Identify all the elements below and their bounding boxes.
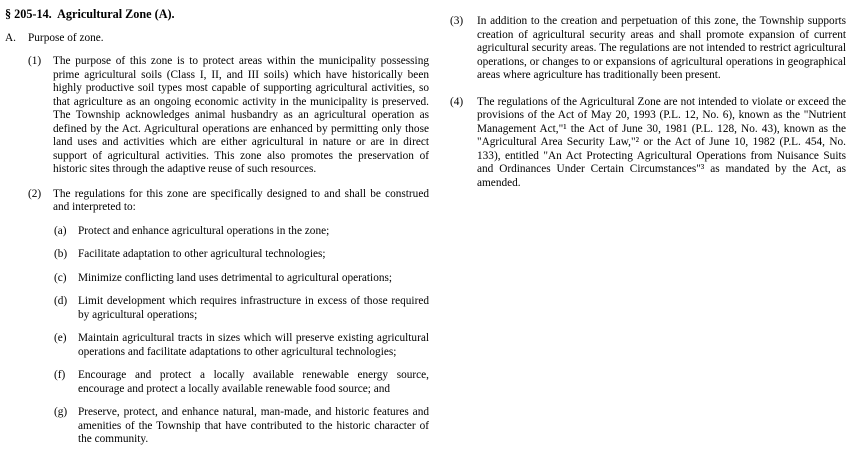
paragraph-2 [28, 188, 429, 215]
paragraph-1 [28, 55, 429, 177]
subitem-c-text: Minimize conflicting land uses detrimental to agricultural operations; [78, 271, 393, 284]
subitem-e [54, 332, 429, 359]
subitem-f-label: (f) [54, 369, 66, 381]
subitem-e-label: (e) [54, 332, 67, 344]
paragraph-1-label: (1) [28, 55, 42, 67]
subitem-g-text: Preserve, protect, and enhance natural, man-made, and historic features and amenities of the Township that have contributed to the historic character of the community. [78, 406, 429, 445]
paragraph-3-text: In addition to the creation and perpetuation of this zone, the Township supports creation of agricultural security areas and shall promote expansion of current agricultural security areas. The regulations are not intended to restrict agricultural operations, or changes to or expansions of agricultural operations in geographical areas where agriculture has traditionally been present. [477, 15, 846, 81]
paragraph-4 [450, 96, 846, 191]
left-column [5, 8, 429, 475]
subitem-a [54, 225, 429, 239]
subitem-b [54, 248, 429, 262]
subitem-c [54, 272, 429, 286]
paragraph-1-text: The purpose of this zone is to protect areas within the municipality possessing prime agricultural soils (Class I, II, and III soils) which have historically been highly productive soil types most capable of supporting agricultural activities, so that agriculture as an ongoing economic activity in the municipality is preserved. The Township acknowledges animal husbandry as an agricultural operation as defined by the Act. Agricultural operations are enhanced by permitting only those land uses and activities which are either agricultural in nature or are in direct support of agricultural activities. This zone also promotes the preservation of historic sites through the adaptive reuse of such resources. [53, 55, 429, 175]
subitem-f-text: Encourage and protect a locally available renewable energy source, encourage and protect a locally available renewable food source; and [78, 369, 429, 395]
subitem-b-text: Facilitate adaptation to other agricultural technologies; [78, 248, 326, 260]
subitem-e-text: Maintain agricultural tracts in sizes which will preserve existing agricultural operations and facilitate adaptations to other agricultural technologies; [78, 332, 429, 358]
subitem-a-text: Protect and enhance agricultural operations in the zone; [78, 224, 330, 237]
subitem-d [54, 295, 429, 322]
paragraph-3 [450, 15, 846, 83]
subitem-d-label: (d) [54, 295, 68, 307]
paragraph-2-label: (2) [28, 187, 42, 200]
subitem-a-label: (a) [54, 224, 67, 237]
right-column [450, 8, 846, 475]
subitem-g-label: (g) [54, 406, 68, 418]
subsection-a-title: Purpose of zone. [28, 31, 104, 44]
subitem-d-text: Limit development which requires infrastructure in excess of those required by agricultural operations; [78, 295, 429, 321]
subitem-f [54, 369, 429, 396]
subitem-b-label: (b) [54, 248, 68, 260]
paragraph-3-label: (3) [450, 15, 464, 27]
paragraph-2-text: The regulations for this zone are specifically designed to and shall be construed and interpreted to: [53, 187, 429, 213]
section-heading: § 205-14. Agricultural Zone (A). [5, 7, 175, 21]
subitem-c-label: (c) [54, 271, 67, 284]
subsection-a-label: A. [5, 31, 16, 44]
subsection-a [5, 32, 429, 46]
subitem-g [54, 406, 429, 447]
paragraph-4-text: The regulations of the Agricultural Zone are not intended to violate or exceed the provisions of the Act of May 20, 1993 (P.L. 12, No. 6), known as the "Nutrient Management Act,"¹ the Act of June 30, 1981 (P.L. 128, No. 43), known as the "Agricultural Area Security Law,"² or the Act of June 10, 1982 (P.L. 454, No. 133), entitled "An Act Protecting Agricultural Operations from Nuisance Suits and Ordinances Under Certain Circumstances"³ as mandated by the Act, as amended. [477, 95, 846, 189]
paragraph-4-label: (4) [450, 95, 464, 108]
